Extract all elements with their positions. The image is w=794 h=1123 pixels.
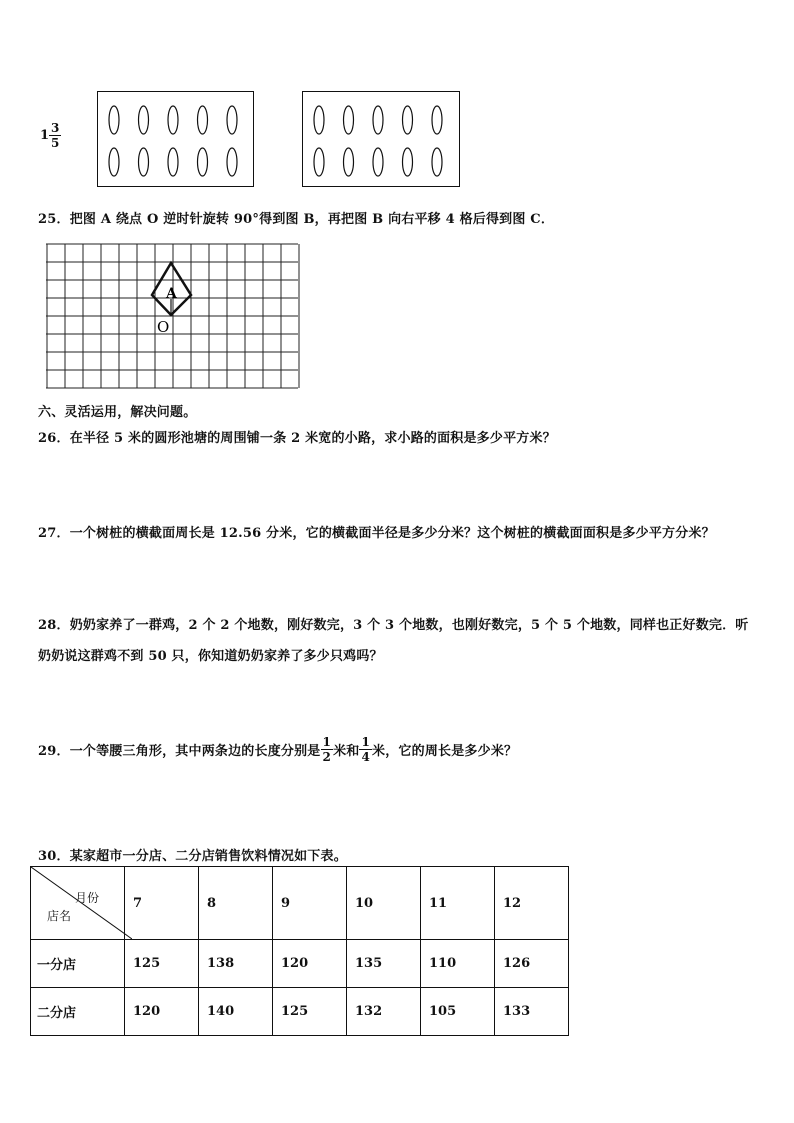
oval-shape — [139, 148, 149, 176]
oval-shape — [168, 106, 178, 134]
oval-shape — [373, 106, 383, 134]
oval-grid-left — [98, 92, 253, 186]
table-cell: 133 — [495, 988, 569, 1036]
oval-shape — [109, 106, 119, 134]
oval-shape — [198, 106, 208, 134]
oval-shape — [168, 148, 178, 176]
question-29-suffix: 米，它的周长是多少米？ — [372, 744, 518, 759]
table-cell: 138 — [199, 940, 273, 988]
mixed-number-whole: 1 — [40, 128, 50, 143]
shape-a-label: A — [166, 286, 177, 302]
question-27: 27．一个树桩的横截面周长是 12.56 分米，它的横截面半径是多少分米？这个树桩的横截面面积是多少平方分米？ — [38, 526, 715, 541]
question-26: 26．在半径 5 米的圆形池塘的周围铺一条 2 米宽的小路，求小路的面积是多少平方米？ — [38, 431, 556, 446]
oval-shape — [373, 148, 383, 176]
mixed-number-numerator: 3 — [51, 121, 60, 135]
table-cell: 105 — [421, 988, 495, 1036]
oval-shape — [432, 106, 442, 134]
oval-shape — [314, 106, 324, 134]
oval-shape — [314, 148, 324, 176]
store-name: 一分店 — [31, 940, 125, 988]
store-name: 二分店 — [31, 988, 125, 1036]
table-cell: 140 — [199, 988, 273, 1036]
question-25: 25．把图 A 绕点 O 逆时针旋转 90°得到图 B，再把图 B 向右平移 4 格后得到图 C． — [38, 212, 555, 227]
header-store-label: 店名 — [47, 909, 72, 923]
table-cell: 126 — [495, 940, 569, 988]
table-row — [31, 940, 569, 988]
table-cell: 110 — [421, 940, 495, 988]
mixed-number — [40, 121, 61, 150]
oval-shape — [403, 148, 413, 176]
month-header: 11 — [421, 867, 495, 940]
table-cell: 135 — [347, 940, 421, 988]
table-cell: 125 — [273, 988, 347, 1036]
fraction-2-numerator: 1 — [361, 735, 371, 749]
fraction-1-denominator: 2 — [322, 750, 332, 764]
month-header: 8 — [199, 867, 273, 940]
oval-shape — [344, 106, 354, 134]
month-header: 10 — [347, 867, 421, 940]
point-o-label: O — [157, 318, 170, 336]
question-28-line-2: 奶奶说这群鸡不到 50 只，你知道奶奶家养了多少只鸡吗？ — [38, 649, 383, 664]
question-29-middle: 米和 — [333, 744, 360, 759]
question-28-line-1: 28．奶奶家养了一群鸡，2 个 2 个地数，刚好数完，3 个 3 个地数，也刚好数完，5 个 5 个地数，同样也正好数完．听 — [38, 618, 749, 633]
oval-grid-right — [303, 92, 459, 186]
table-cell: 120 — [125, 988, 199, 1036]
table-cell: 132 — [347, 988, 421, 1036]
table-row — [31, 988, 569, 1036]
oval-shape — [344, 148, 354, 176]
oval-shape — [227, 148, 237, 176]
section-6-title: 六、灵活运用，解决问题。 — [38, 405, 197, 420]
month-header: 9 — [273, 867, 347, 940]
oval-shape — [139, 106, 149, 134]
diagonal-header-cell — [31, 867, 125, 940]
question-29-prefix: 29．一个等腰三角形，其中两条边的长度分别是 — [38, 744, 321, 759]
month-header: 7 — [125, 867, 199, 940]
table-cell: 125 — [125, 940, 199, 988]
table-cell: 120 — [273, 940, 347, 988]
oval-box-right — [302, 91, 460, 187]
oval-shape — [403, 106, 413, 134]
oval-shape — [109, 148, 119, 176]
question-30: 30．某家超市一分店、二分店销售饮料情况如下表。 — [38, 849, 347, 864]
fraction-2-denominator: 4 — [361, 750, 371, 764]
table-header-row — [31, 867, 569, 940]
header-month-label: 月份 — [75, 891, 100, 905]
oval-shape — [198, 148, 208, 176]
oval-box-left — [97, 91, 254, 187]
mixed-number-denominator: 5 — [51, 136, 60, 150]
sales-table — [30, 866, 569, 1036]
oval-shape — [227, 106, 237, 134]
oval-shape — [432, 148, 442, 176]
month-header: 12 — [495, 867, 569, 940]
question-29 — [38, 735, 517, 764]
fraction-1-numerator: 1 — [322, 735, 332, 749]
grid-figure — [46, 243, 300, 389]
